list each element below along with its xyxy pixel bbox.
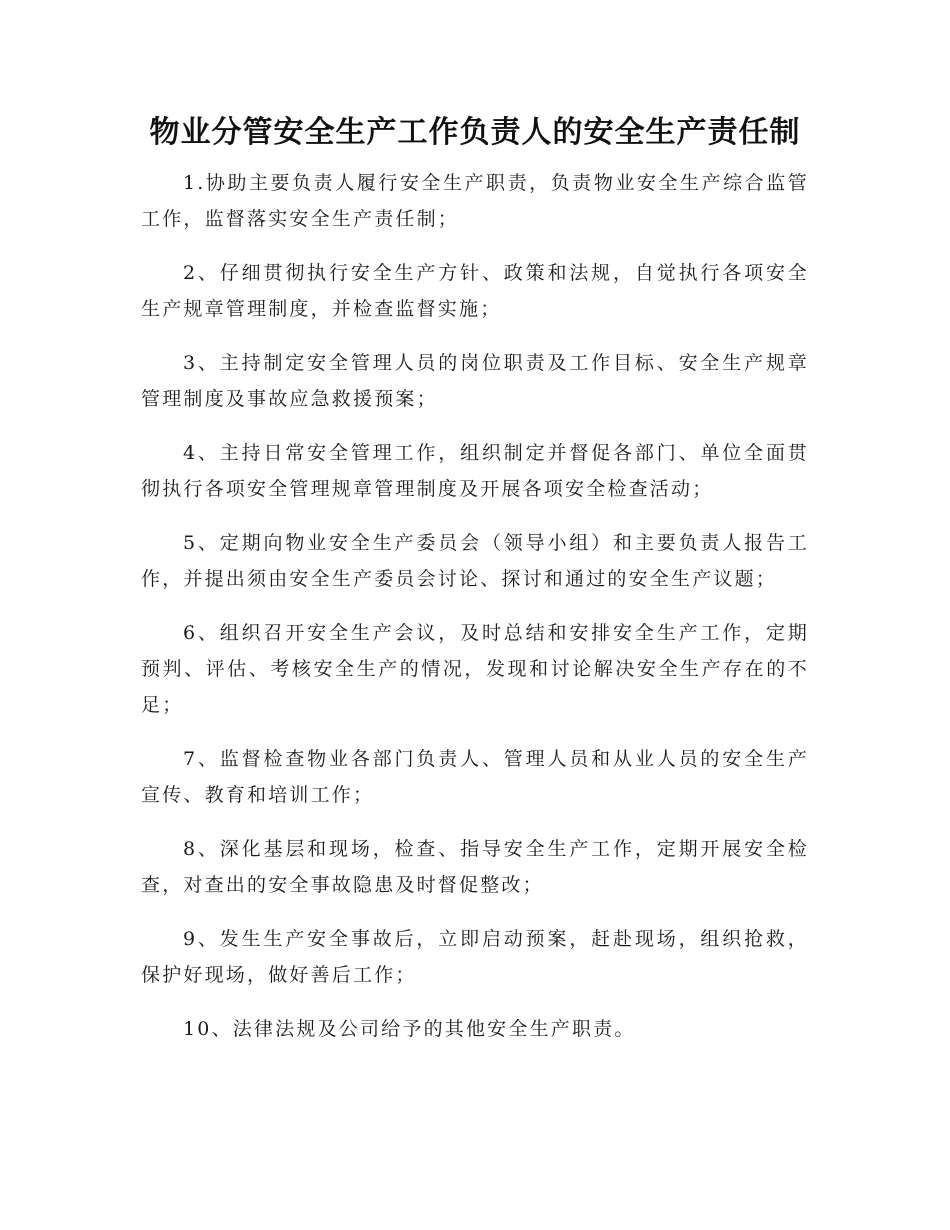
paragraph-6: 6、组织召开安全生产会议，及时总结和安排安全生产工作，定期预判、评估、考核安全生产的情况，发现和讨论解决安全生产存在的不足；	[141, 622, 809, 716]
document-body	[141, 165, 809, 1065]
paragraph-9: 9、发生生产安全事故后，立即启动预案，赶赴现场，组织抢救，保护好现场，做好善后工作；	[141, 928, 809, 986]
paragraph-1: 1.协助主要负责人履行安全生产职责，负责物业安全生产综合监管工作，监督落实安全生产责任制；	[141, 172, 809, 230]
paragraph-8: 8、深化基层和现场，检查、指导安全生产工作，定期开展安全检查，对查出的安全事故隐患及时督促整改；	[141, 838, 809, 896]
paragraph-4: 4、主持日常安全管理工作，组织制定并督促各部门、单位全面贯彻执行各项安全管理规章管理制度及开展各项安全检查活动；	[141, 442, 809, 500]
paragraph-10: 10、法律法规及公司给予的其他安全生产职责。	[183, 1018, 636, 1040]
paragraph-3: 3、主持制定安全管理人员的岗位职责及工作目标、安全生产规章管理制度及事故应急救援预案；	[141, 352, 809, 410]
paragraph-2: 2、仔细贯彻执行安全生产方针、政策和法规，自觉执行各项安全生产规章管理制度，并检查监督实施；	[141, 262, 809, 320]
paragraph-7: 7、监督检查物业各部门负责人、管理人员和从业人员的安全生产宣传、教育和培训工作；	[141, 748, 809, 806]
paragraph-5: 5、定期向物业安全生产委员会（领导小组）和主要负责人报告工作，并提出须由安全生产委员会讨论、探讨和通过的安全生产议题；	[141, 532, 809, 590]
document-title: 物业分管安全生产工作负责人的安全生产责任制	[149, 115, 801, 150]
